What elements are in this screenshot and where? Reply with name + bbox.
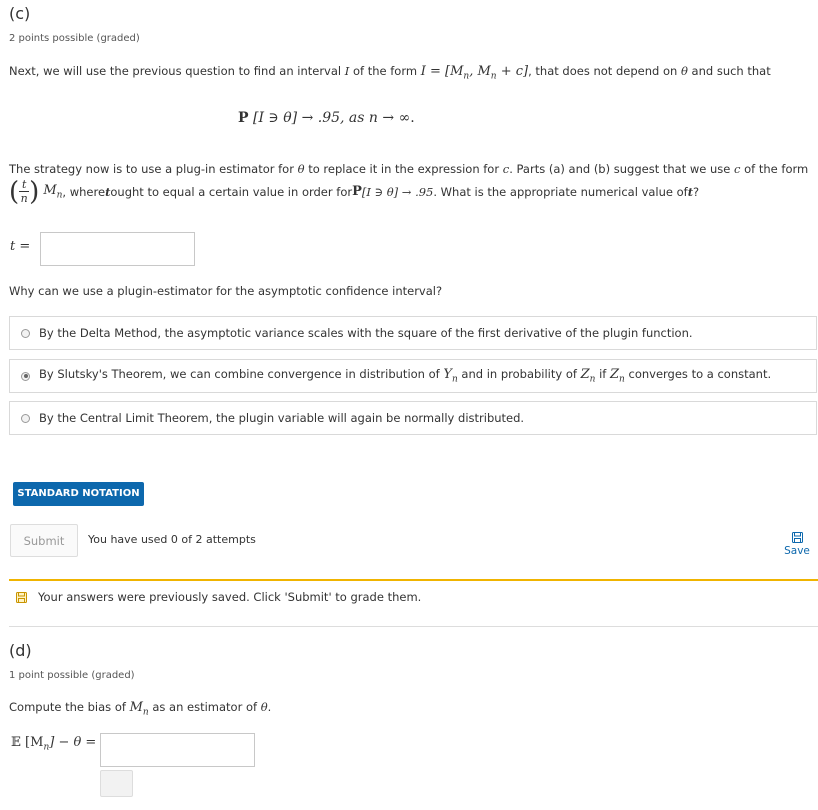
fraction: t n (20, 178, 28, 205)
answer-preview-box (100, 770, 133, 797)
section-divider (9, 626, 818, 627)
part-d-points: 1 point possible (graded) (9, 670, 135, 681)
t-label: t = (10, 239, 31, 254)
saved-notice: Your answers were previously saved. Click 'Submit' to grade them. (16, 590, 421, 604)
left-paren: ( (9, 176, 20, 207)
standard-notation-button[interactable]: STANDARD NOTATION (13, 482, 144, 506)
strategy-line-2: ( t n ) $M_n$ , where t ought to equal a certain value in order for P [𝐼 ∋ θ] → .95 . What is the appropriate numerical value of t ? (9, 176, 700, 207)
bias-expression: 𝔼 $[M_n] - \theta$ = (11, 735, 97, 753)
strategy-line-1: The strategy now is to use a plug-in estimator for θ to replace it in the expression for c. Parts (a) and (b) suggest that we use c of the form (9, 162, 809, 176)
save-button[interactable] (779, 532, 815, 557)
radio-icon[interactable] (21, 414, 30, 423)
part-c-points: 2 points possible (graded) (9, 33, 140, 44)
bias-input[interactable] (100, 733, 255, 767)
radio-selected-icon[interactable] (21, 372, 30, 381)
submit-button[interactable]: Submit (10, 524, 78, 557)
part-d-heading: (d) (9, 641, 32, 660)
notice-border (9, 579, 818, 581)
t-input[interactable] (40, 232, 195, 266)
floppy-disk-icon (792, 532, 803, 543)
floppy-disk-icon (16, 592, 27, 603)
part-c-intro: Next, we will use the previous question to find an interval 𝐼 of the form 𝐼 = [$M_n$, $M_n + c$], that does not depend on θ and such that (9, 64, 771, 82)
option-clt[interactable] (9, 401, 817, 435)
option-label: By the Delta Method, the asymptotic variance scales with the square of the first derivative of the plugin function. (39, 326, 693, 340)
display-equation: P [𝐼 ∋ θ] → .95, as n → ∞. (238, 110, 415, 126)
part-c-heading: (c) (9, 4, 31, 23)
save-label: Save (784, 545, 810, 557)
option-label: By Slutsky's Theorem, we can combine convergence in distribution of $Y_n$ and in probability of $Z_n$ if $Z_n$ converges to a constant. (39, 367, 772, 385)
option-delta-method[interactable] (9, 316, 817, 350)
question-text: Why can we use a plugin-estimator for the asymptotic confidence interval? (9, 284, 443, 298)
part-d-prompt: Compute the bias of $M_n$ as an estimator of θ. (9, 700, 272, 718)
option-label: By the Central Limit Theorem, the plugin variable will again be normally distributed. (39, 411, 525, 425)
radio-icon[interactable] (21, 329, 30, 338)
attempts-text: You have used 0 of 2 attempts (88, 533, 256, 546)
right-paren: ) (29, 176, 40, 207)
option-slutsky[interactable] (9, 359, 817, 393)
